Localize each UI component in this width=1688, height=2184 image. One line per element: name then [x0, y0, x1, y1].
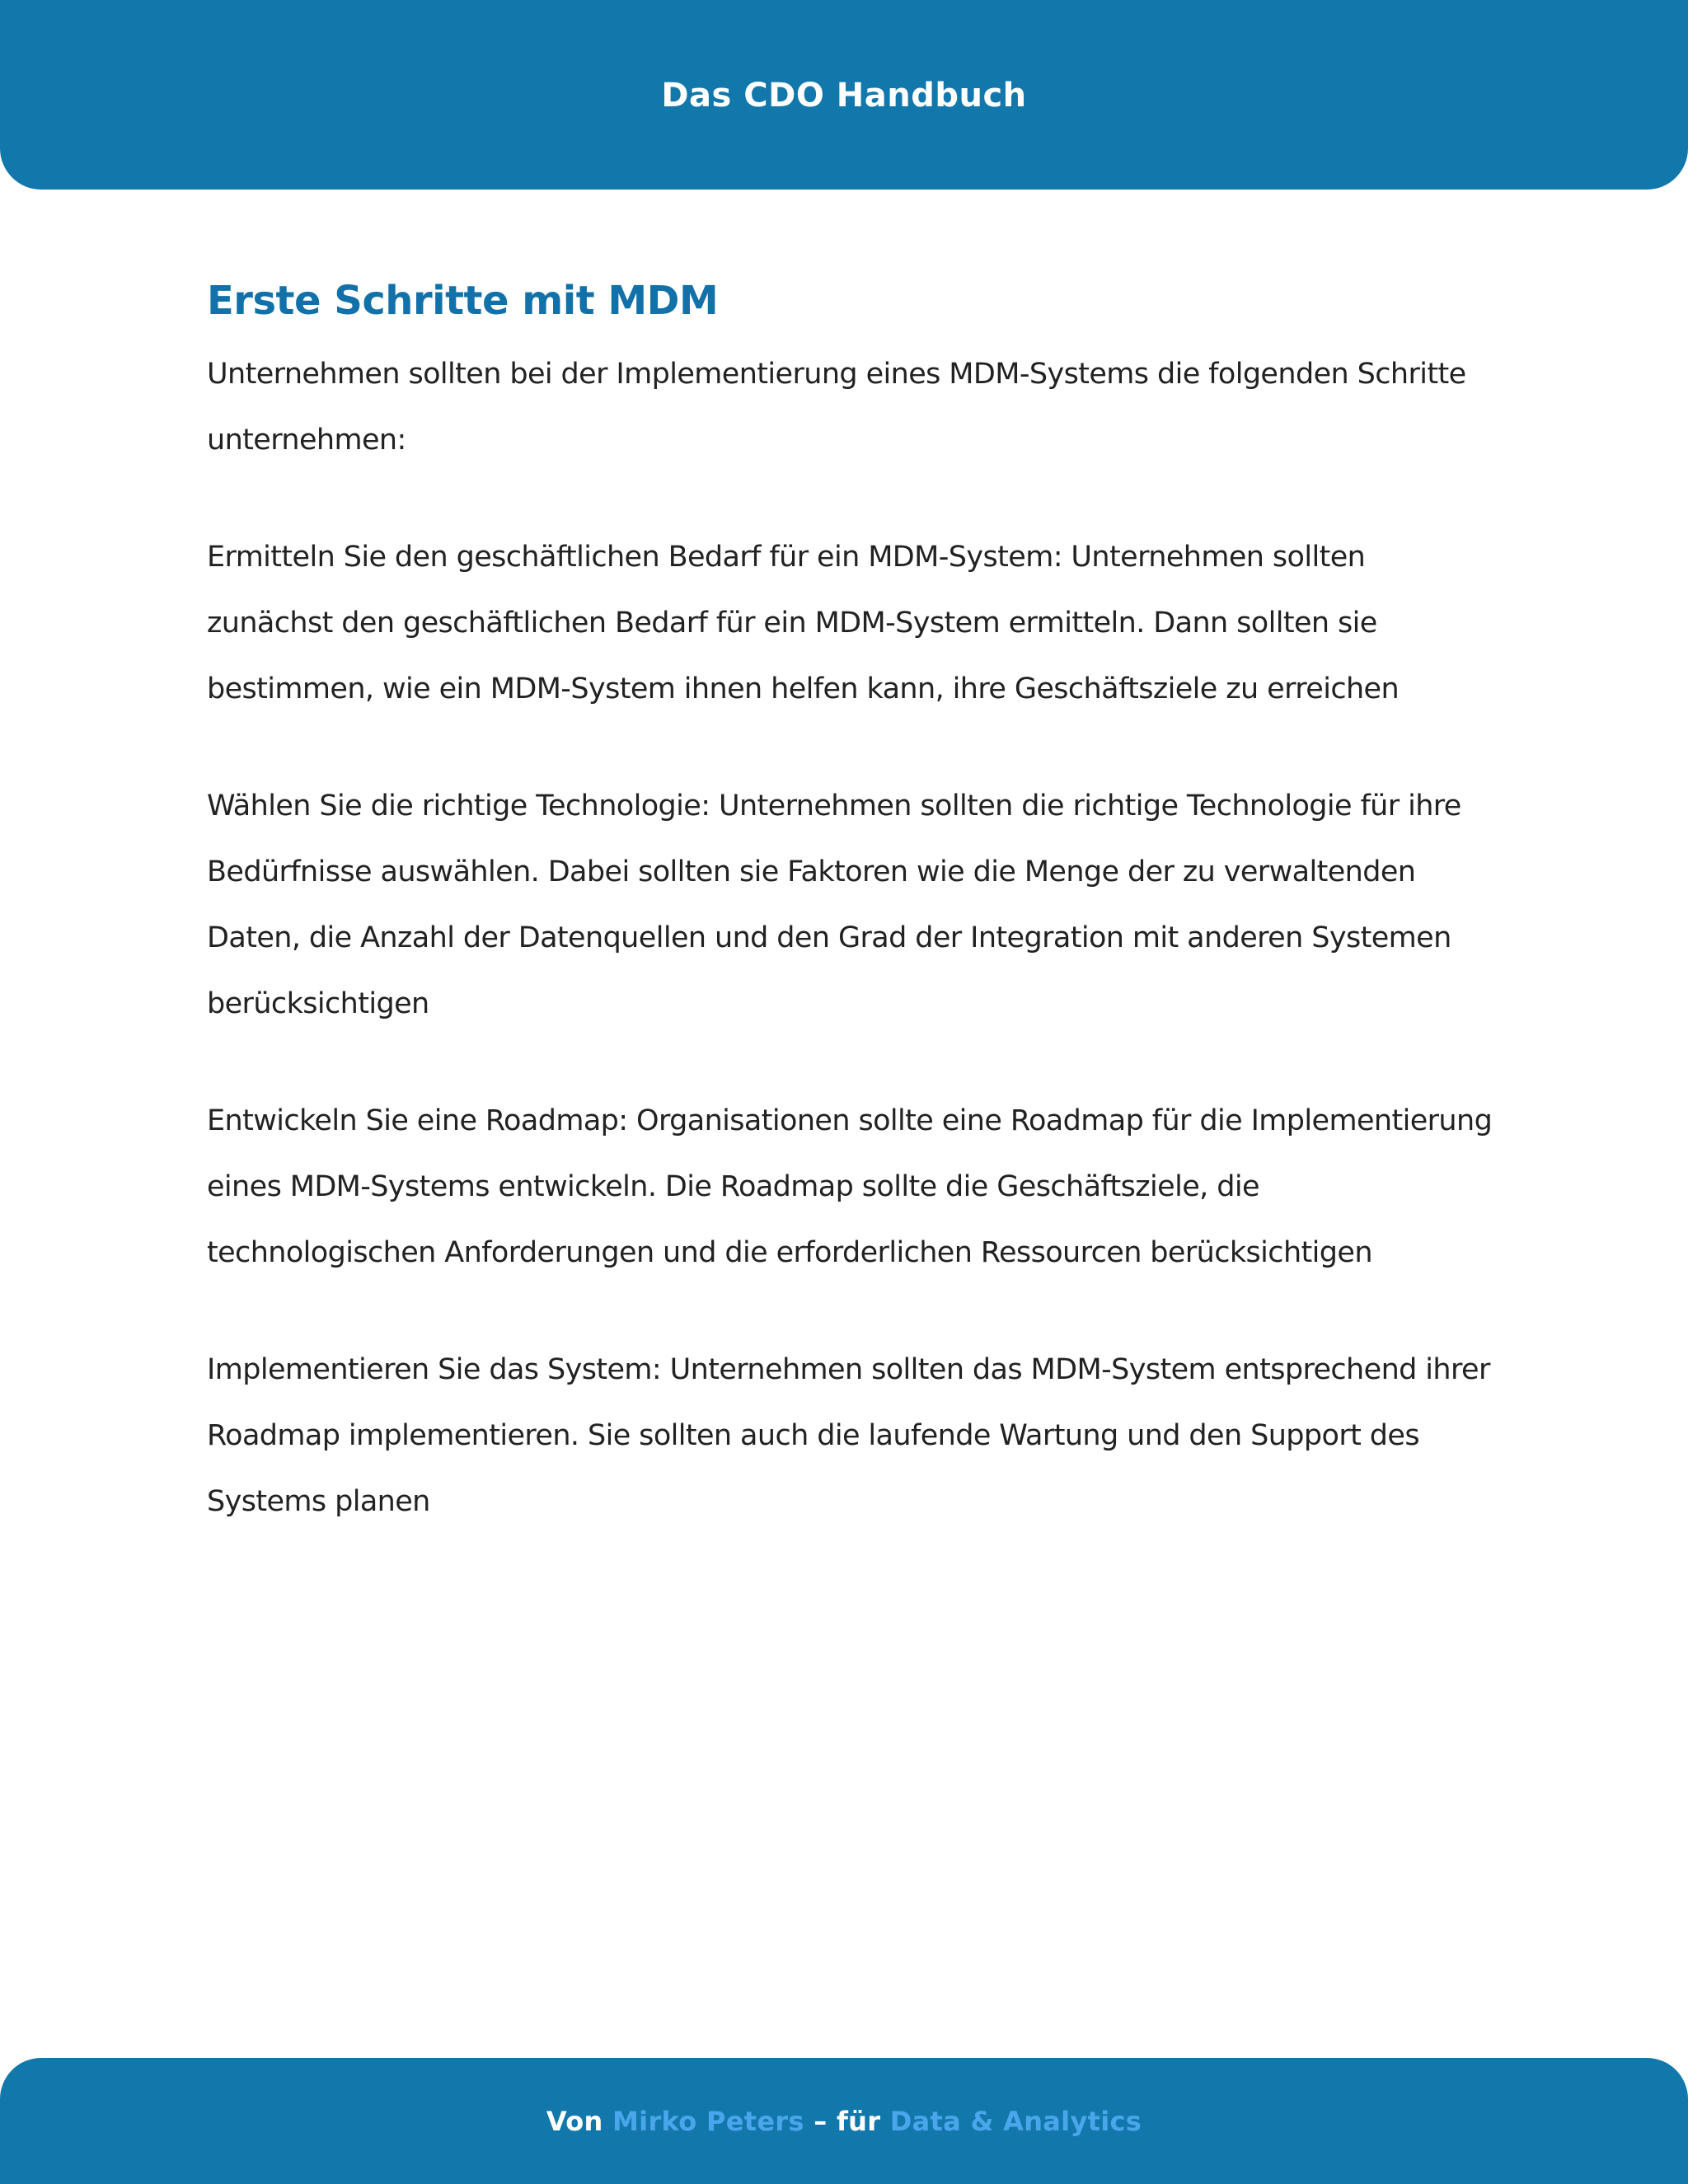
page-footer — [0, 2058, 1688, 2184]
paragraph-step-implement: Implementieren Sie das System: Unternehmen sollten das MDM-System entsprechend ihrer Roadmap implementieren. Sie sollten auch die laufende Wartung und den Support des Systems planen — [207, 1353, 1490, 1518]
header-title: Das CDO Handbuch — [661, 77, 1027, 115]
footer-credit — [546, 2106, 1142, 2137]
paragraph-step-business-need: Ermitteln Sie den geschäftlichen Bedarf für ein MDM-System: Unternehmen sollten zunächst den geschäftlichen Bedarf für ein MDM-System ermitteln. Dann sollten sie bestimmen, wie ein MDM-System ihnen helfen kann, ihre Geschäftsziele zu erreichen — [207, 541, 1400, 705]
paragraph-step-roadmap: Entwickeln Sie eine Roadmap: Organisationen sollte eine Roadmap für die Implementierung eines MDM-Systems entwickeln. Die Roadmap sollte die Geschäftsziele, die technologischen Anforderungen und die erforderlichen Ressourcen berücksichtigen — [207, 1104, 1493, 1269]
main-content — [207, 272, 1493, 1586]
footer-separator: – für — [814, 2105, 881, 2137]
paragraph-step-technology: Wählen Sie die richtige Technologie: Unternehmen sollten die richtige Technologie für ihre Bedürfnisse auswählen. Dabei sollten sie Faktoren wie die Menge der zu verwaltenden Daten, die Anzahl der Datenquellen und den Grad der Integration mit anderen Systemen berücksichtigen — [207, 790, 1461, 1020]
footer-prefix: Von — [546, 2105, 603, 2137]
paragraph-intro: Unternehmen sollten bei der Implementierung eines MDM-Systems die folgenden Schritte unternehmen: — [207, 358, 1466, 457]
publication-link[interactable]: Data & Analytics — [889, 2105, 1142, 2137]
section-title: Erste Schritte mit MDM — [207, 278, 719, 324]
author-link[interactable]: Mirko Peters — [612, 2105, 804, 2137]
page-header — [0, 0, 1688, 190]
